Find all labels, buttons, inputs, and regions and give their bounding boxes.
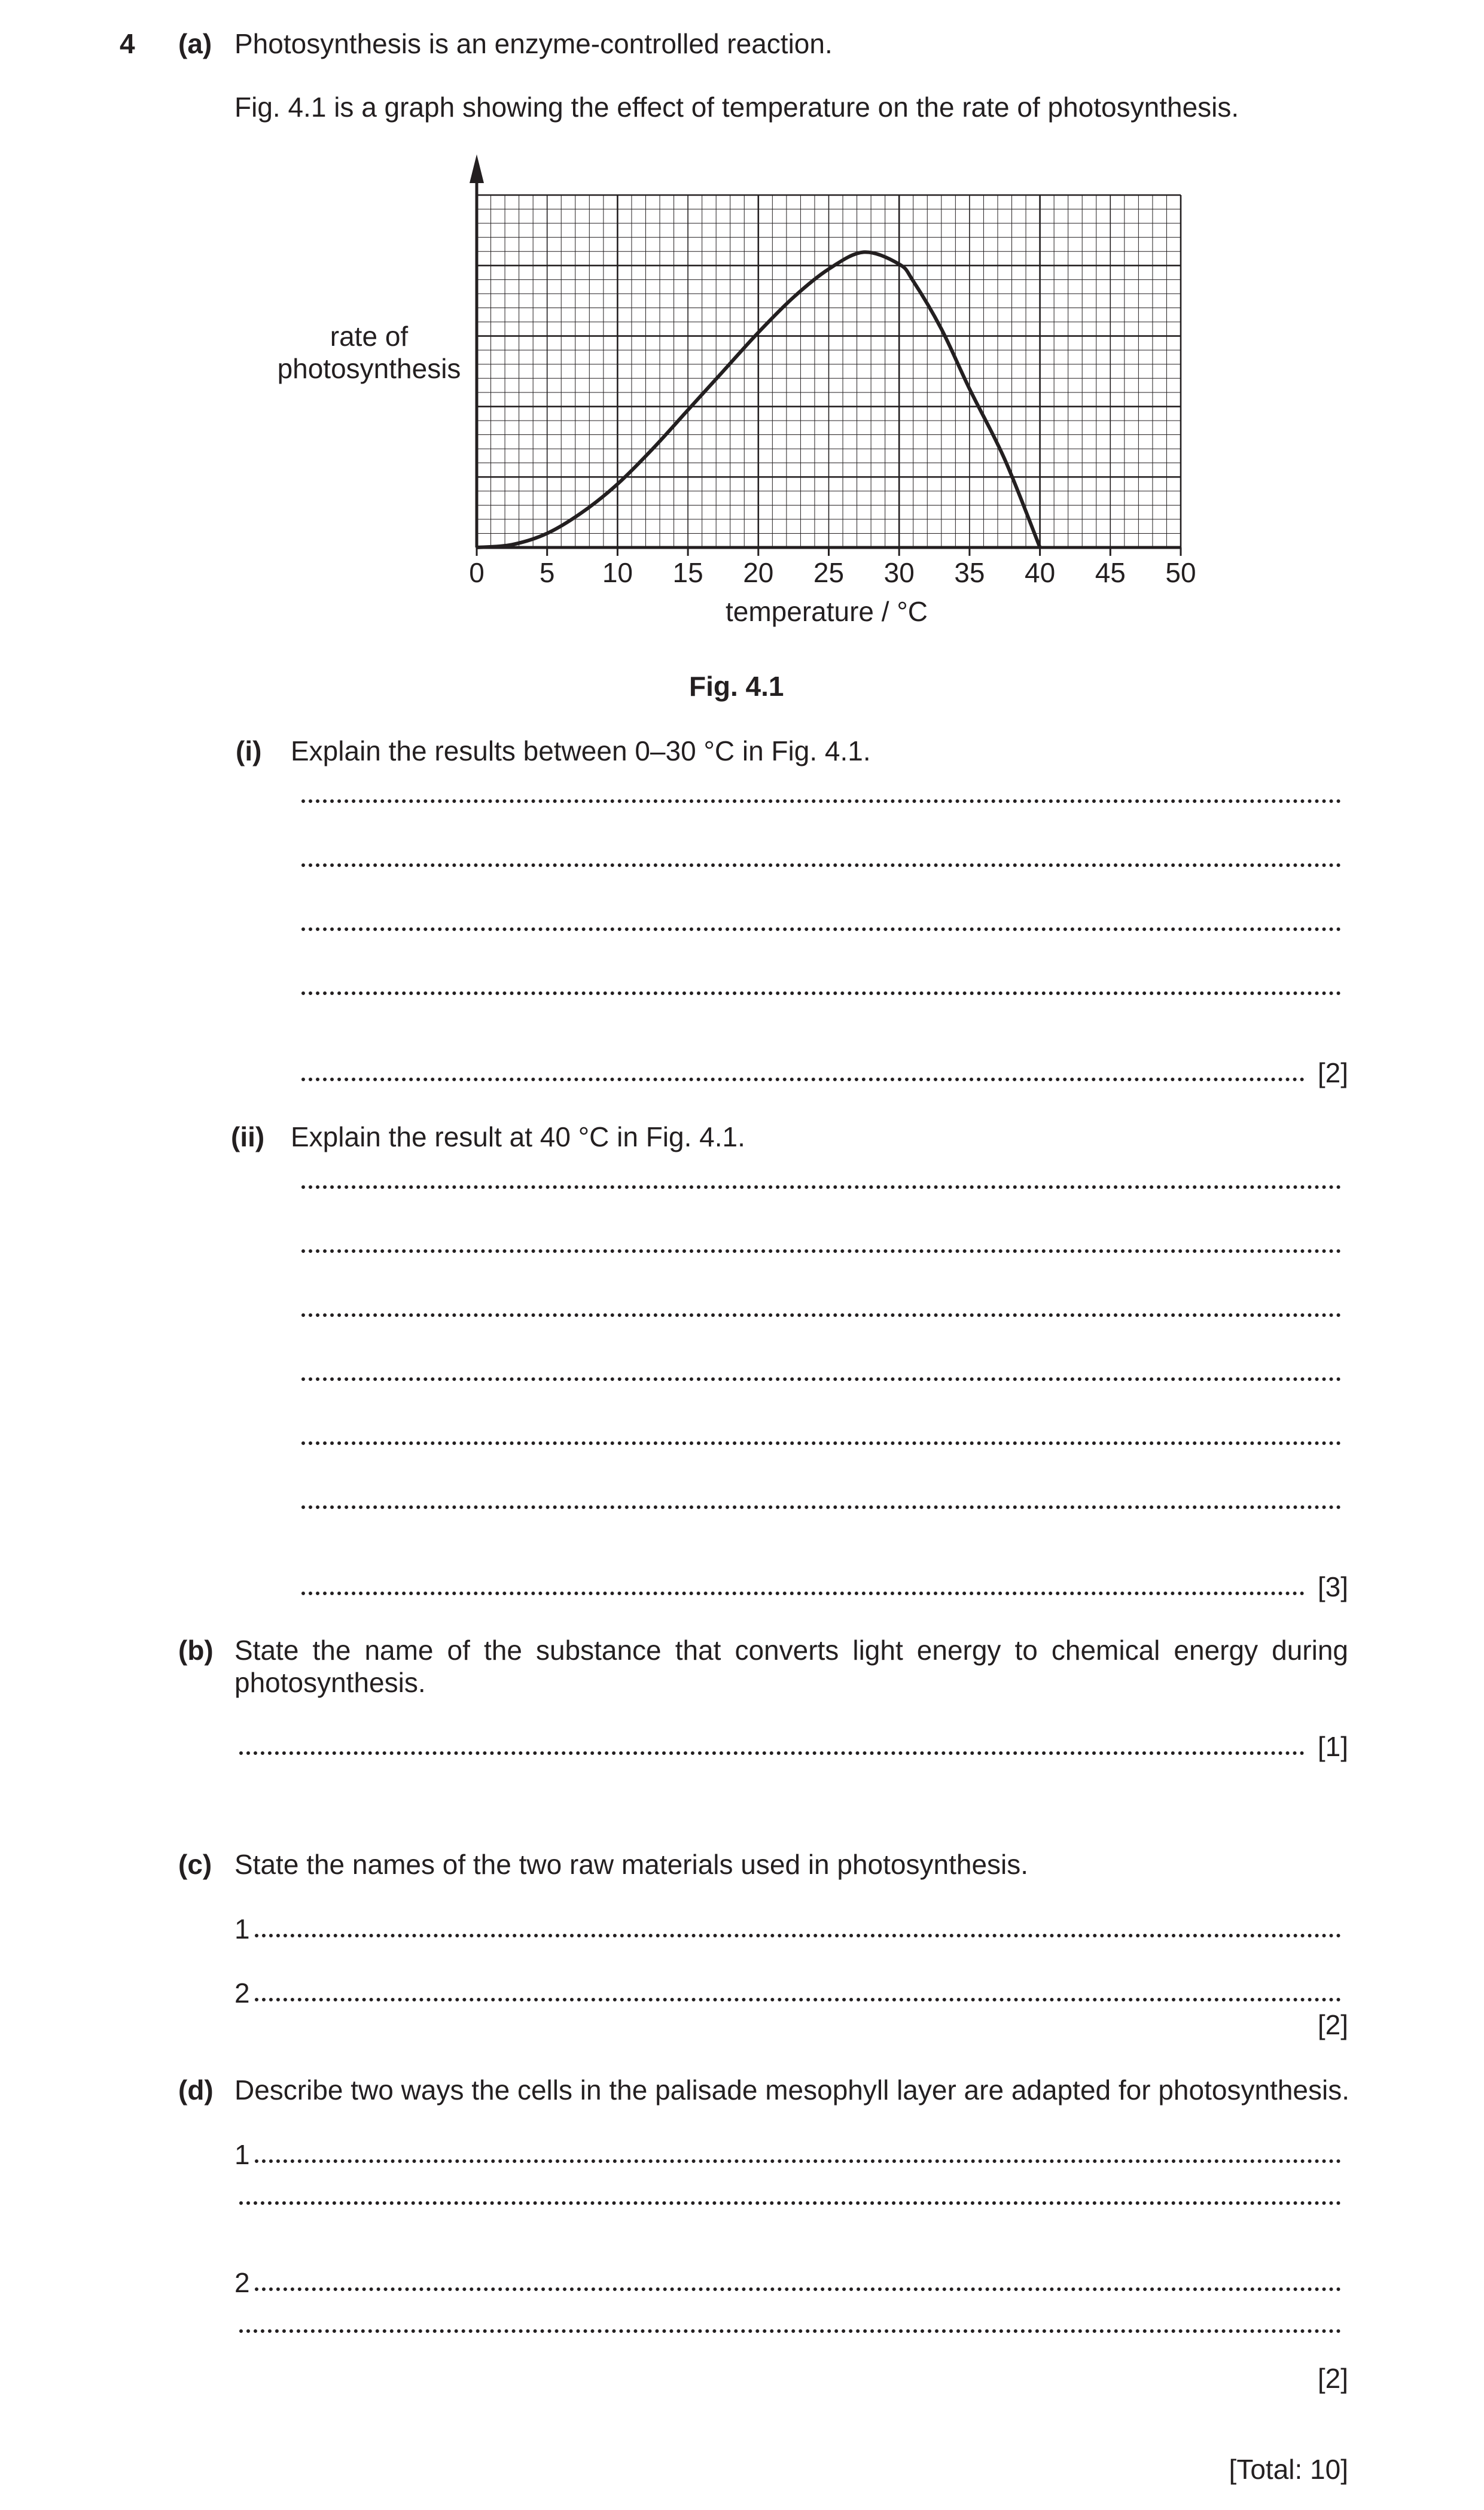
answer-line[interactable] [234,2266,1346,2299]
answer-line[interactable] [297,1571,1348,1603]
part-d-text: Describe two ways the cells in the palisade mesophyll layer are adapted for photosynthesis. [234,2074,1349,2106]
x-tick-label: 25 [813,557,845,588]
part-c-text: State the names of the two raw materials used in photosynthesis. [234,1849,1029,1880]
answer-line[interactable] [297,1057,1348,1089]
answer-line[interactable] [297,929,1346,932]
part-a-i-label: (i) [236,735,262,766]
x-tick-label: 30 [883,557,915,588]
part-b-text: State the name of the substance that converts light energy to chemical energy during photosynthesis. [234,1635,1348,1698]
x-tick-label: 0 [469,557,484,588]
x-axis-label: temperature / °C [726,596,928,627]
rate-curve [477,252,1040,547]
answer-line[interactable] [297,1315,1346,1318]
answer-line[interactable] [234,2331,1346,2334]
x-tick-label: 10 [602,557,633,588]
x-tick-label: 5 [539,557,555,588]
answer-line[interactable] [297,1379,1346,1382]
answer-line[interactable] [234,1977,1346,2009]
item-number: 1 [234,1913,250,1945]
y-axis-label-line2: photosynthesis [277,353,461,384]
mark-allocation: [2] [1317,1057,1348,1088]
part-c-label: (c) [178,1849,212,1880]
x-tick-label: 45 [1095,557,1126,588]
answer-line[interactable] [297,801,1346,804]
answer-line[interactable] [234,2138,1346,2171]
item-number: 2 [234,1977,250,2009]
x-tick-label: 20 [743,557,774,588]
x-tick-label: 50 [1165,557,1196,588]
part-d-label: (d) [178,2074,214,2106]
answer-line[interactable] [234,1730,1348,1763]
y-axis-label-line1: rate of [330,321,409,352]
answer-line[interactable] [297,865,1346,868]
part-a-label: (a) [178,28,212,59]
answer-line[interactable] [234,1913,1346,1945]
mark-allocation: [2] [1317,2009,1348,2040]
answer-line[interactable] [297,1443,1346,1446]
answer-line[interactable] [234,2202,1346,2206]
item-number: 1 [234,2139,250,2170]
x-tick-label: 35 [954,557,985,588]
mark-allocation: [3] [1317,1571,1348,1602]
total-marks: [Total: 10] [1229,2454,1348,2485]
x-tick-label: 15 [672,557,703,588]
mark-allocation: [2] [1317,2363,1348,2394]
answer-line[interactable] [297,1186,1346,1190]
answer-line[interactable] [297,1251,1346,1254]
answer-line[interactable] [297,1507,1346,1510]
part-a-intro: Photosynthesis is an enzyme-controlled reaction. [234,28,833,59]
question-number: 4 [120,28,135,59]
part-a-ii-label: (ii) [231,1121,265,1152]
answer-line[interactable] [297,993,1346,996]
part-a-ii-text: Explain the result at 40 °C in Fig. 4.1. [291,1121,745,1152]
item-number: 2 [234,2267,250,2298]
x-tick-label: 40 [1025,557,1056,588]
y-axis-arrow-icon [470,154,484,183]
figure-caption: Fig. 4.1 [689,671,784,702]
part-a-i-text: Explain the results between 0–30 °C in Fig. 4.1. [291,735,871,766]
figure-intro: Fig. 4.1 is a graph showing the effect of temperature on the rate of photosynthesis. [234,92,1239,123]
part-b-label: (b) [178,1635,214,1666]
mark-allocation: [1] [1317,1731,1348,1762]
